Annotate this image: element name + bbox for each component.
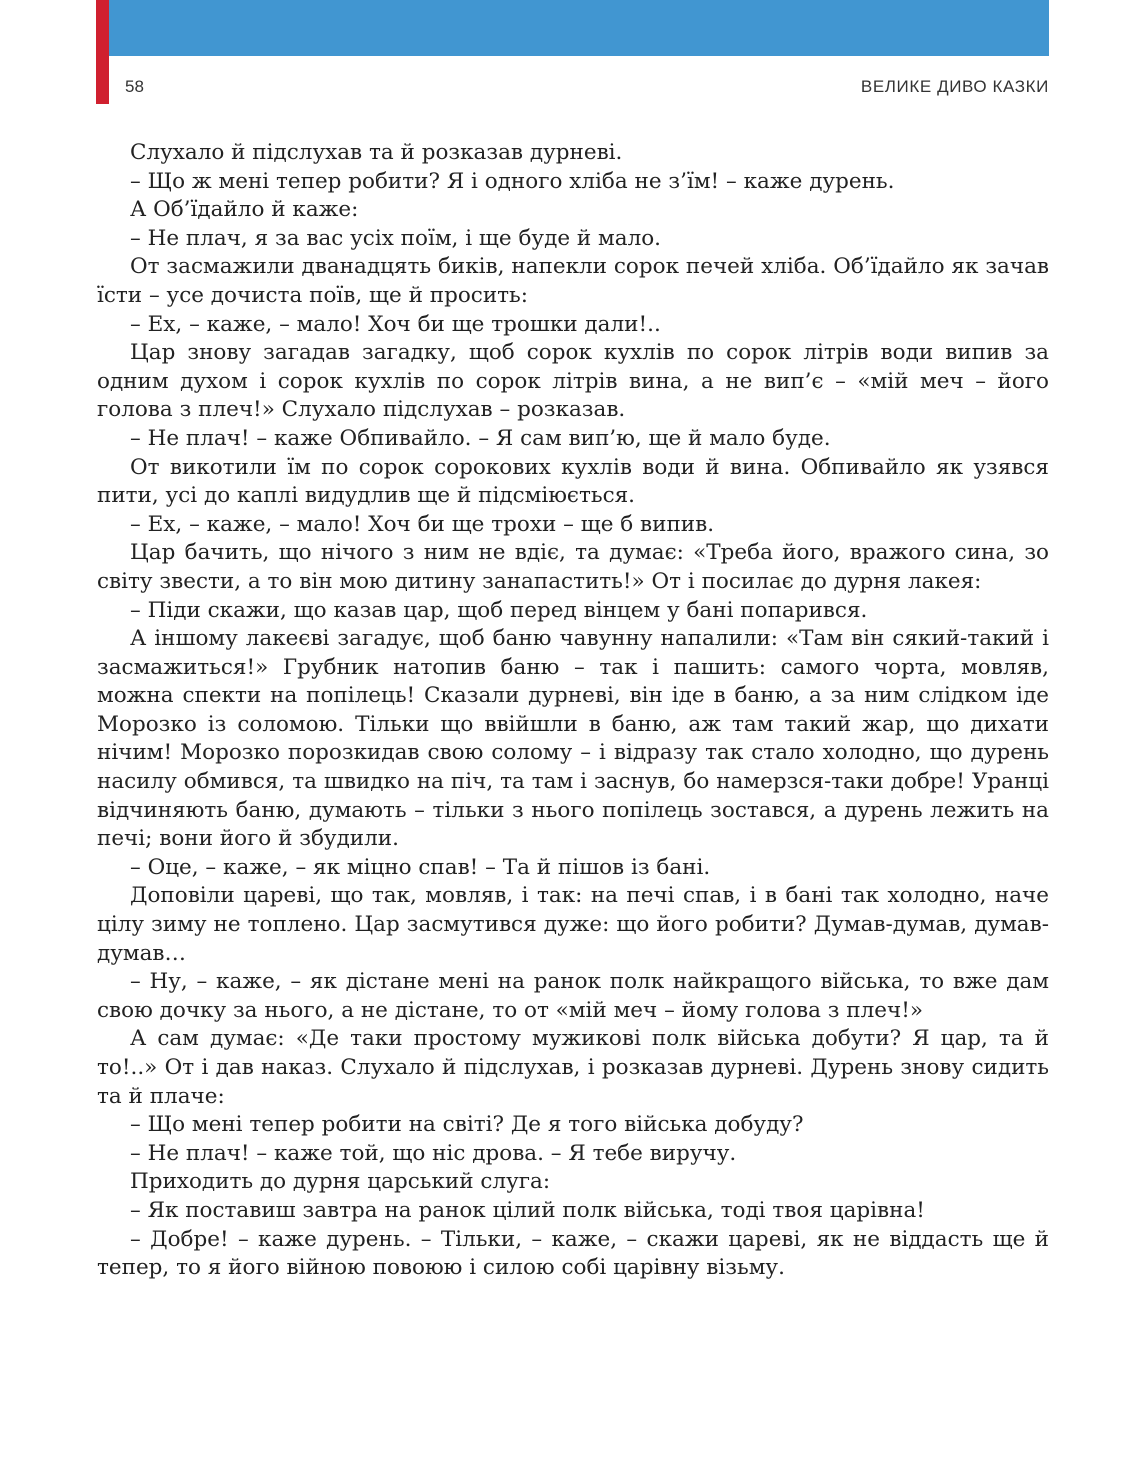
paragraph: – Що ж мені тепер робити? Я і одного хліба не з’їм! – каже дурень.	[130, 168, 895, 194]
paragraph: – Ех, – каже, – мало! Хоч би ще трохи – ще б випив.	[130, 511, 715, 537]
paragraph: А сам думає: «Де таки простому мужикові полк війська добути? Я цар, та й то!..» От і дав наказ. Слухало й підслухав, і розказав дурневі. Дурень знову сидить та й плаче:	[97, 1026, 1049, 1109]
header-color-band	[96, 0, 1049, 56]
paragraph: Приходить до дурня царський слуга:	[130, 1169, 551, 1195]
paragraph: – Як поставиш завтра на ранок цілий полк війська, тоді твоя царівна!	[130, 1197, 925, 1223]
paragraph: – Не плач! – каже Обпивайло. – Я сам вип’ю, ще й мало буде.	[130, 425, 831, 451]
page-number: 58	[125, 77, 144, 96]
paragraph: Цар знову загадав загадку, щоб сорок кухлів по сорок літрів води випив за одним духом і сорок кухлів по сорок літрів вина, а не вип’є – «мій меч – його голова з плеч!» Слухало підслухав – розказав.	[97, 340, 1049, 423]
chapter-marker-bar	[96, 0, 109, 104]
paragraph: От викотили їм по сорок сорокових кухлів води й вина. Обпивайло як узявся пити, усі до каплі видудлив ще й підсміюється.	[97, 454, 1049, 509]
paragraph: – Не плач! – каже той, що ніс дрова. – Я тебе виручу.	[130, 1140, 737, 1166]
paragraph: – Добре! – каже дурень. – Тільки, – каже, – скажи цареві, як не віддасть ще й тепер, то я його війною повоюю і силою собі царівну візьму.	[97, 1226, 1049, 1281]
story-text	[97, 139, 1049, 1283]
section-title: ВЕЛИКЕ ДИВО КАЗКИ	[860, 77, 1049, 96]
paragraph: – Оце, – каже, – як міцно спав! – Та й пішов із бані.	[130, 854, 711, 880]
paragraph: Слухало й підслухав та й розказав дурневі.	[130, 140, 623, 165]
paragraph: А іншому лакеєві загадує, щоб баню чавунну напалили: «Там він сякий-такий і засмажиться!» Грубник натопив баню – так і пашить: самого чорта, мовляв, можна спекти на попілець! Сказали дурневі, він іде в баню, а за ним слідком іде Морозко із соломою. Тільки що ввійшли в баню, аж там такий жар, що дихати нічим! Морозко порозкидав свою солому – і відразу так стало холодно, що дурень насилу обмився, та швидко на піч, та там і заснув, бо намерзся-таки добре! Уранці відчиняють баню, думають – тільки з нього попілець зостався, а дурень лежить на печі; вони його й збудили.	[97, 626, 1049, 852]
paragraph: – Не плач, я за вас усіх поїм, і ще буде й мало.	[130, 225, 662, 251]
paragraph: Цар бачить, що нічого з ним не вдіє, та думає: «Треба його, вражого сина, зо світу звести, а то він мою дитину занапастить!» От і посилає до дурня лакея:	[97, 540, 1049, 594]
paragraph: От засмажили дванадцять биків, напекли сорок печей хліба. Об’їдайло як зачав їсти – усе дочиста поїв, ще й просить:	[97, 254, 1049, 308]
paragraph: – Ну, – каже, – як дістане мені на ранок полк найкращого війська, то вже дам свою дочку за нього, а не дістане, то от «мій меч – йому голова з плеч!»	[97, 969, 1049, 1023]
paragraph: – Ех, – каже, – мало! Хоч би ще трошки дали!..	[130, 311, 661, 337]
paragraph: Доповіли цареві, що так, мовляв, і так: на печі спав, і в бані так холодно, наче цілу зиму не топлено. Цар засмутився дуже: що його робити? Думав-думав, думав-думав…	[97, 883, 1049, 966]
paragraph: – Піди скажи, що казав цар, щоб перед вінцем у бані попарився.	[130, 597, 868, 623]
paragraph: А Об’їдайло й каже:	[130, 197, 359, 223]
paragraph: – Що мені тепер робити на світі? Де я того війська добуду?	[130, 1112, 804, 1138]
